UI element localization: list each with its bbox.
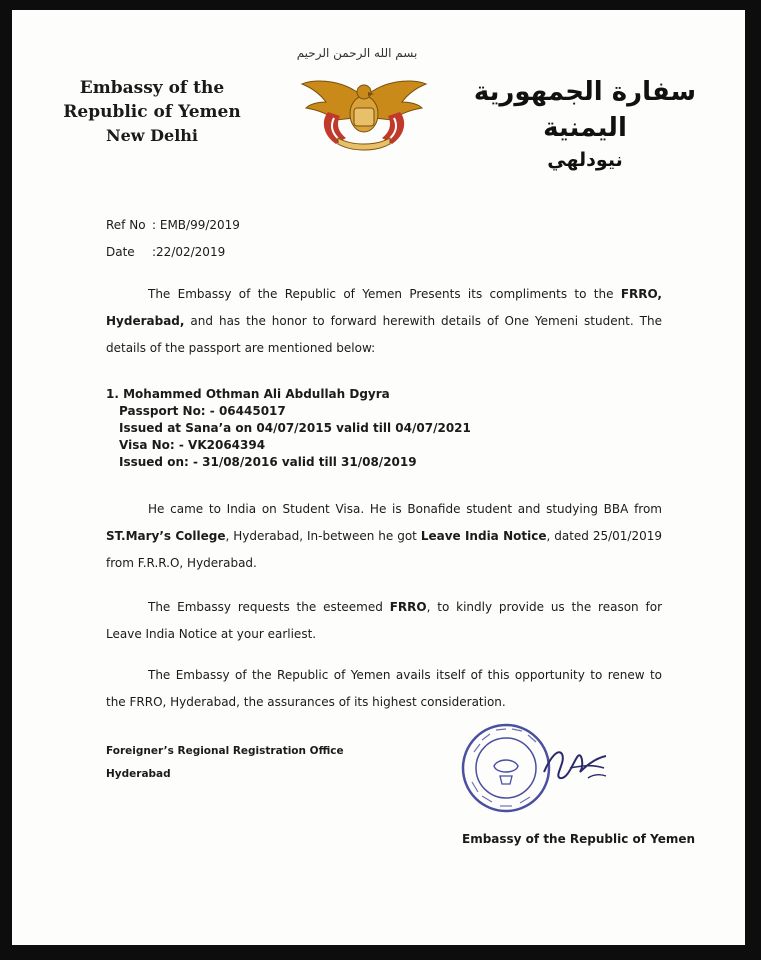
visa-text: He came to India on Student Visa. He is Bonafide student and studying BBA from bbox=[148, 502, 662, 516]
visa-text-3: , dated 25/01/2019 from F.R.R.O, Hyderabad. bbox=[106, 529, 662, 570]
date-row bbox=[106, 245, 406, 259]
intro-text: The Embassy of the Republic of Yemen Presents its compliments to the bbox=[148, 287, 621, 301]
basmala-text: بسم الله الرحمن الرحيم bbox=[296, 46, 418, 60]
letterhead-arabic bbox=[465, 74, 705, 174]
passport-number: Passport No: - 06445017 bbox=[119, 404, 286, 418]
closing-paragraph bbox=[106, 662, 662, 716]
letterhead-line-1: Embassy of the bbox=[79, 78, 225, 98]
letterhead-line-2: Republic of Yemen bbox=[63, 102, 241, 122]
visa-issue: Issued on: - 31/08/2016 valid till 31/08/2019 bbox=[119, 455, 417, 469]
yemen-eagle-emblem-icon bbox=[298, 72, 430, 156]
request-frro: FRRO bbox=[389, 600, 427, 614]
letterhead-english bbox=[52, 76, 252, 148]
reference-number-row bbox=[106, 218, 406, 232]
date-value: :22/02/2019 bbox=[152, 245, 226, 259]
passport-issue: Issued at Sana’a on 04/07/2015 valid till 04/07/2021 bbox=[119, 421, 471, 435]
intro-frro: FRRO, Hyderabad, bbox=[106, 287, 662, 328]
addressee-line-2: Hyderabad bbox=[106, 768, 171, 780]
addressee-block bbox=[106, 740, 344, 786]
date-label: Date bbox=[106, 245, 135, 259]
student-details bbox=[106, 386, 626, 471]
letterhead-arabic-line-1: سفارة الجمهورية اليمنية bbox=[473, 77, 697, 143]
signatory-name: Embassy of the Republic of Yemen bbox=[462, 832, 696, 846]
request-paragraph bbox=[106, 594, 662, 648]
request-text: The Embassy requests the esteemed bbox=[148, 600, 390, 614]
embassy-seal-stamp-icon bbox=[460, 722, 552, 818]
ref-value: : EMB/99/2019 bbox=[152, 218, 240, 232]
visa-paragraph bbox=[106, 496, 662, 577]
visa-text-2: , Hyderabad, In-between he got bbox=[225, 529, 421, 543]
college-name: ST.Mary’s College bbox=[106, 529, 226, 543]
student-name: 1. Mohammed Othman Ali Abdullah Dgyra bbox=[106, 387, 390, 401]
ref-label: Ref No bbox=[106, 218, 146, 232]
visa-number: Visa No: - VK2064394 bbox=[119, 438, 266, 452]
addressee-line-1: Foreigner’s Regional Registration Office bbox=[106, 745, 344, 757]
leave-india-notice: Leave India Notice bbox=[420, 529, 547, 543]
intro-paragraph bbox=[106, 281, 662, 362]
letterhead-arabic-line-2: نيودلهي bbox=[547, 149, 623, 171]
closing-text: The Embassy of the Republic of Yemen avails itself of this opportunity to renew to the FRRO, Hyderabad, the assurances of its highest consideration. bbox=[106, 668, 662, 709]
intro-text-cont: and has the honor to forward herewith details of One Yemeni student. The details of the passport are mentioned below: bbox=[106, 314, 662, 355]
request-text-2: , to kindly provide us the reason for Leave India Notice at your earliest. bbox=[106, 600, 662, 641]
letterhead-line-3: New Delhi bbox=[106, 126, 198, 145]
handwritten-signature-icon bbox=[540, 738, 610, 792]
